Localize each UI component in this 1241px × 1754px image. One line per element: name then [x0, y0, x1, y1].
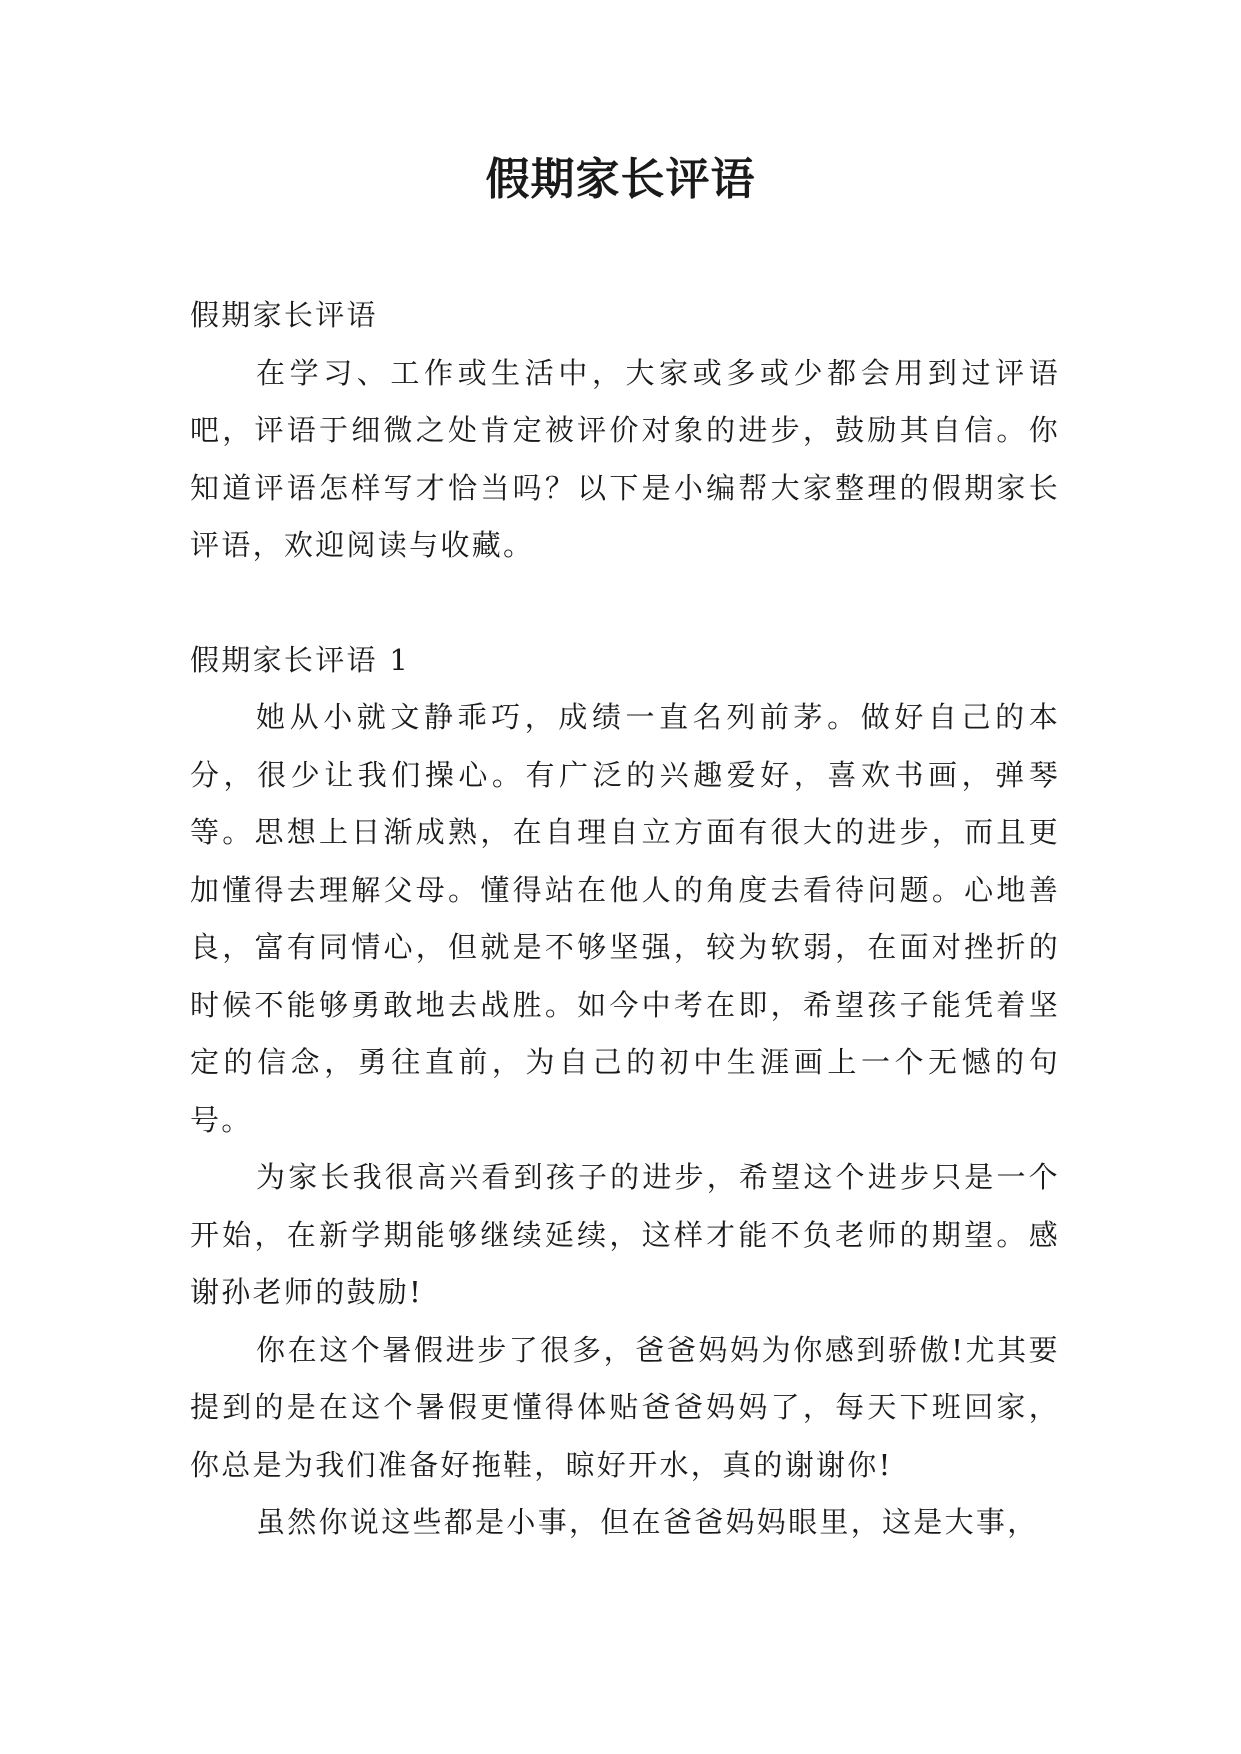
document-title: 假期家长评语 [485, 154, 756, 205]
section1-paragraph-2: 为家长我很高兴看到孩子的进步，希望这个进步只是一个开始，在新学期能够继续延续，这样才能不负老师的期望。感谢孙老师的鼓励! [190, 1160, 1060, 1309]
section1-paragraph-3: 你在这个暑假进步了很多，爸爸妈妈为你感到骄傲!尤其要提到的是在这个暑假更懂得体贴爸爸妈妈了，每天下班回家，你总是为我们准备好拖鞋，晾好开水，真的谢谢你! [190, 1332, 1060, 1482]
section-spacer [190, 575, 1060, 632]
intro-heading: 假期家长评语 [190, 298, 378, 332]
intro-paragraph: 在学习、工作或生活中，大家或多或少都会用到过评语吧，评语于细微之处肯定被评价对象的进步，鼓励其自信。你知道评语怎样写才恰当吗？以下是小编帮大家整理的假期家长评语，欢迎阅读与收藏。 [190, 355, 1060, 562]
document-body [190, 287, 1060, 1552]
section1-paragraph-1: 她从小就文静乖巧，成绩一直名列前茅。做好自己的本分，很少让我们操心。有广泛的兴趣爱好，喜欢书画，弹琴等。思想上日渐成熟，在自理自立方面有很大的进步，而且更加懂得去理解父母。懂得站在他人的角度去看待问题。心地善良，富有同情心，但就是不够坚强，较为软弱，在面对挫折的时候不能够勇敢地去战胜。如今中考在即，希望孩子能凭着坚定的信念，勇往直前，为自己的初中生涯画上一个无憾的句号。 [190, 700, 1060, 1137]
section1-heading: 假期家长评语 1 [190, 642, 411, 677]
section1-paragraph-4: 虽然你说这些都是小事，但在爸爸妈妈眼里，这是大事， [256, 1505, 1039, 1539]
